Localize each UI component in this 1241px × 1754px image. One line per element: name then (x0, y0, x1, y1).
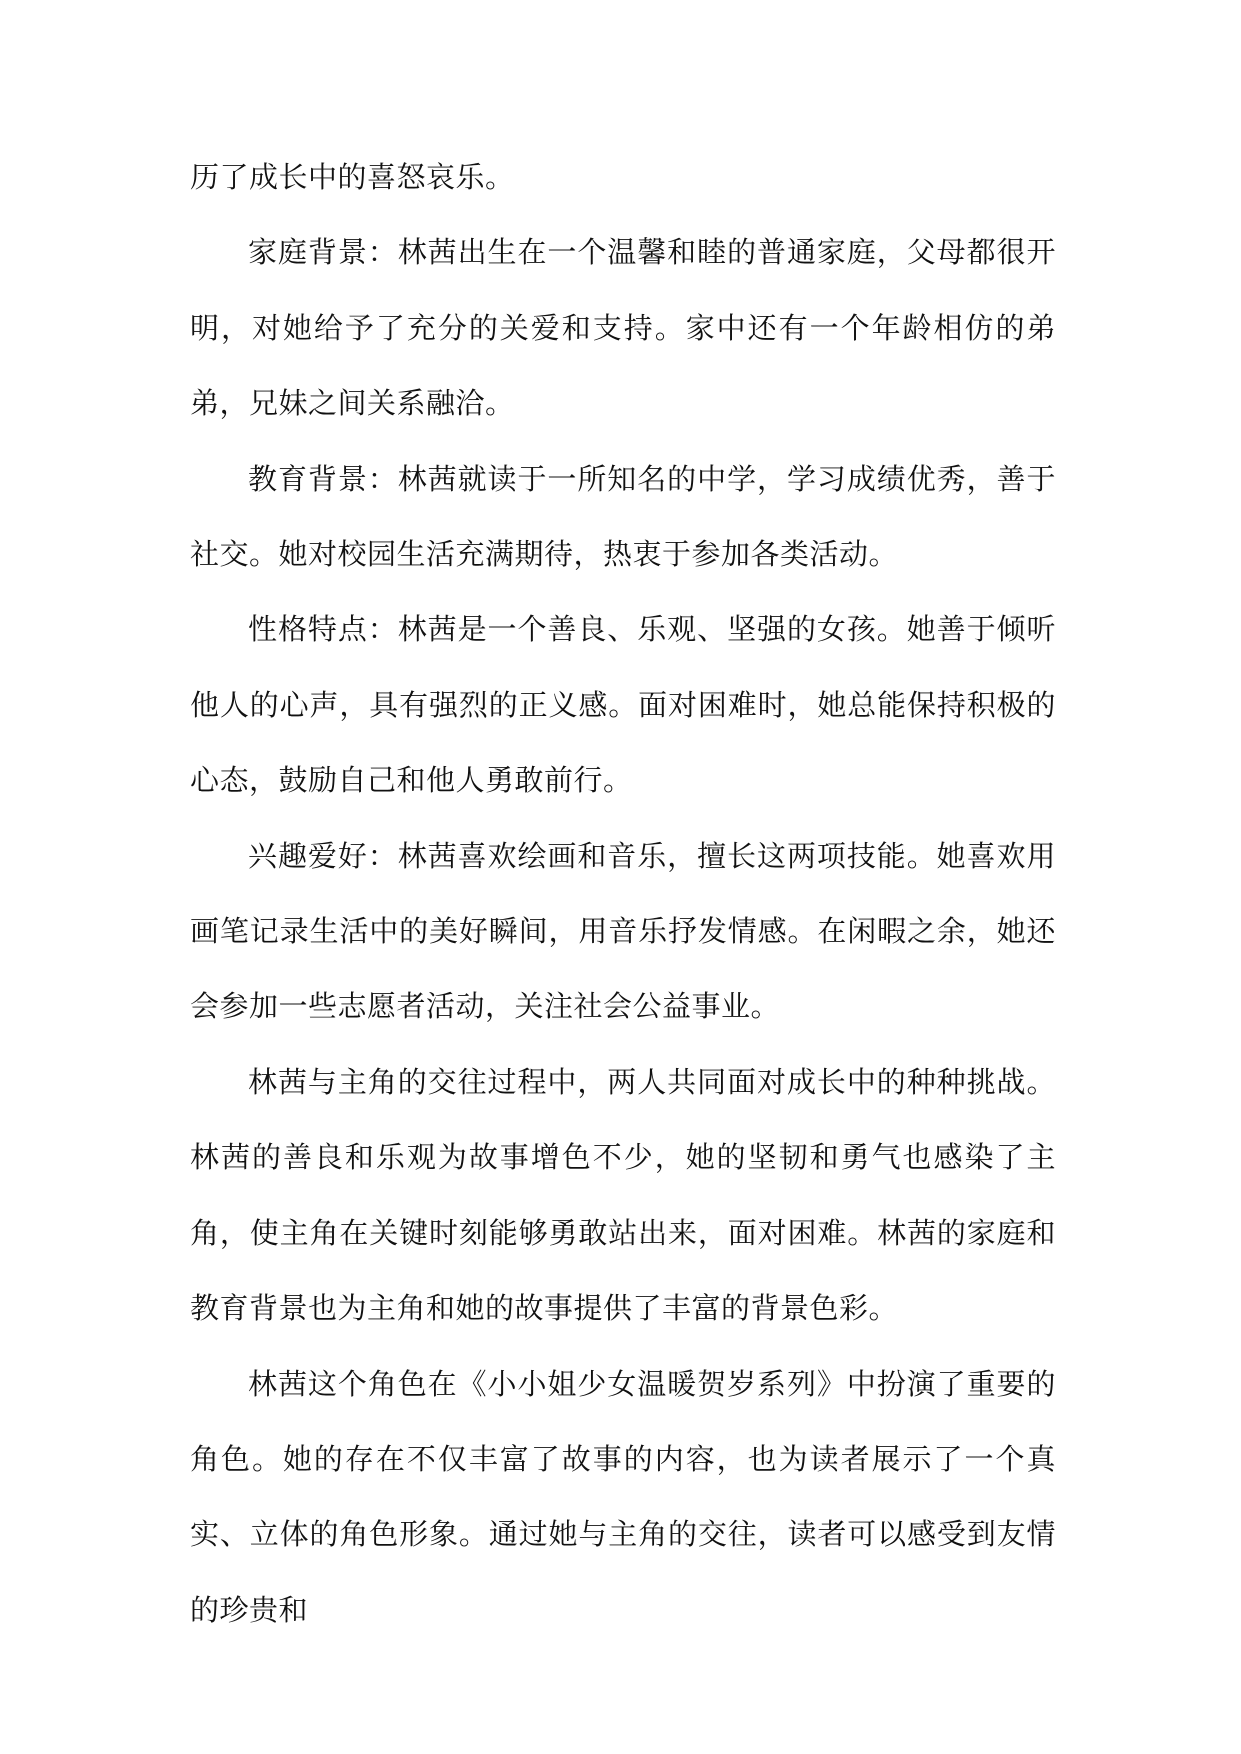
paragraph-role-summary: 林茜这个角色在《小小姐少女温暖贺岁系列》中扮演了重要的角色。她的存在不仅丰富了故事的内容，也为读者展示了一个真实、立体的角色形象。通过她与主角的交往，读者可以感受到友情的珍贵和 (190, 1366, 1056, 1627)
paragraph-interaction: 林茜与主角的交往过程中，两人共同面对成长中的种种挑战。林茜的善良和乐观为故事增色不少，她的坚韧和勇气也感染了主角，使主角在关键时刻能够勇敢站出来，面对困难。林茜的家庭和教育背景也为主角和她的故事提供了丰富的背景色彩。 (190, 1064, 1056, 1326)
paragraph-continuation: 历了成长中的喜怒哀乐。 (190, 160, 515, 194)
paragraph-family-background: 家庭背景：林茜出生在一个温馨和睦的普通家庭，父母都很开明，对她给予了充分的关爱和支持。家中还有一个年龄相仿的弟弟，兄妹之间关系融洽。 (190, 235, 1056, 421)
body-text (190, 140, 1056, 1648)
paragraph-personality: 性格特点：林茜是一个善良、乐观、坚强的女孩。她善于倾听他人的心声，具有强烈的正义感。面对困难时，她总能保持积极的心态，鼓励自己和他人勇敢前行。 (190, 612, 1056, 798)
paragraph-education-background: 教育背景：林茜就读于一所知名的中学，学习成绩优秀，善于社交。她对校园生活充满期待，热衷于参加各类活动。 (190, 461, 1056, 572)
paragraph-hobbies: 兴趣爱好：林茜喜欢绘画和音乐，擅长这两项技能。她喜欢用画笔记录生活中的美好瞬间，用音乐抒发情感。在闲暇之余，她还会参加一些志愿者活动，关注社会公益事业。 (190, 838, 1056, 1024)
